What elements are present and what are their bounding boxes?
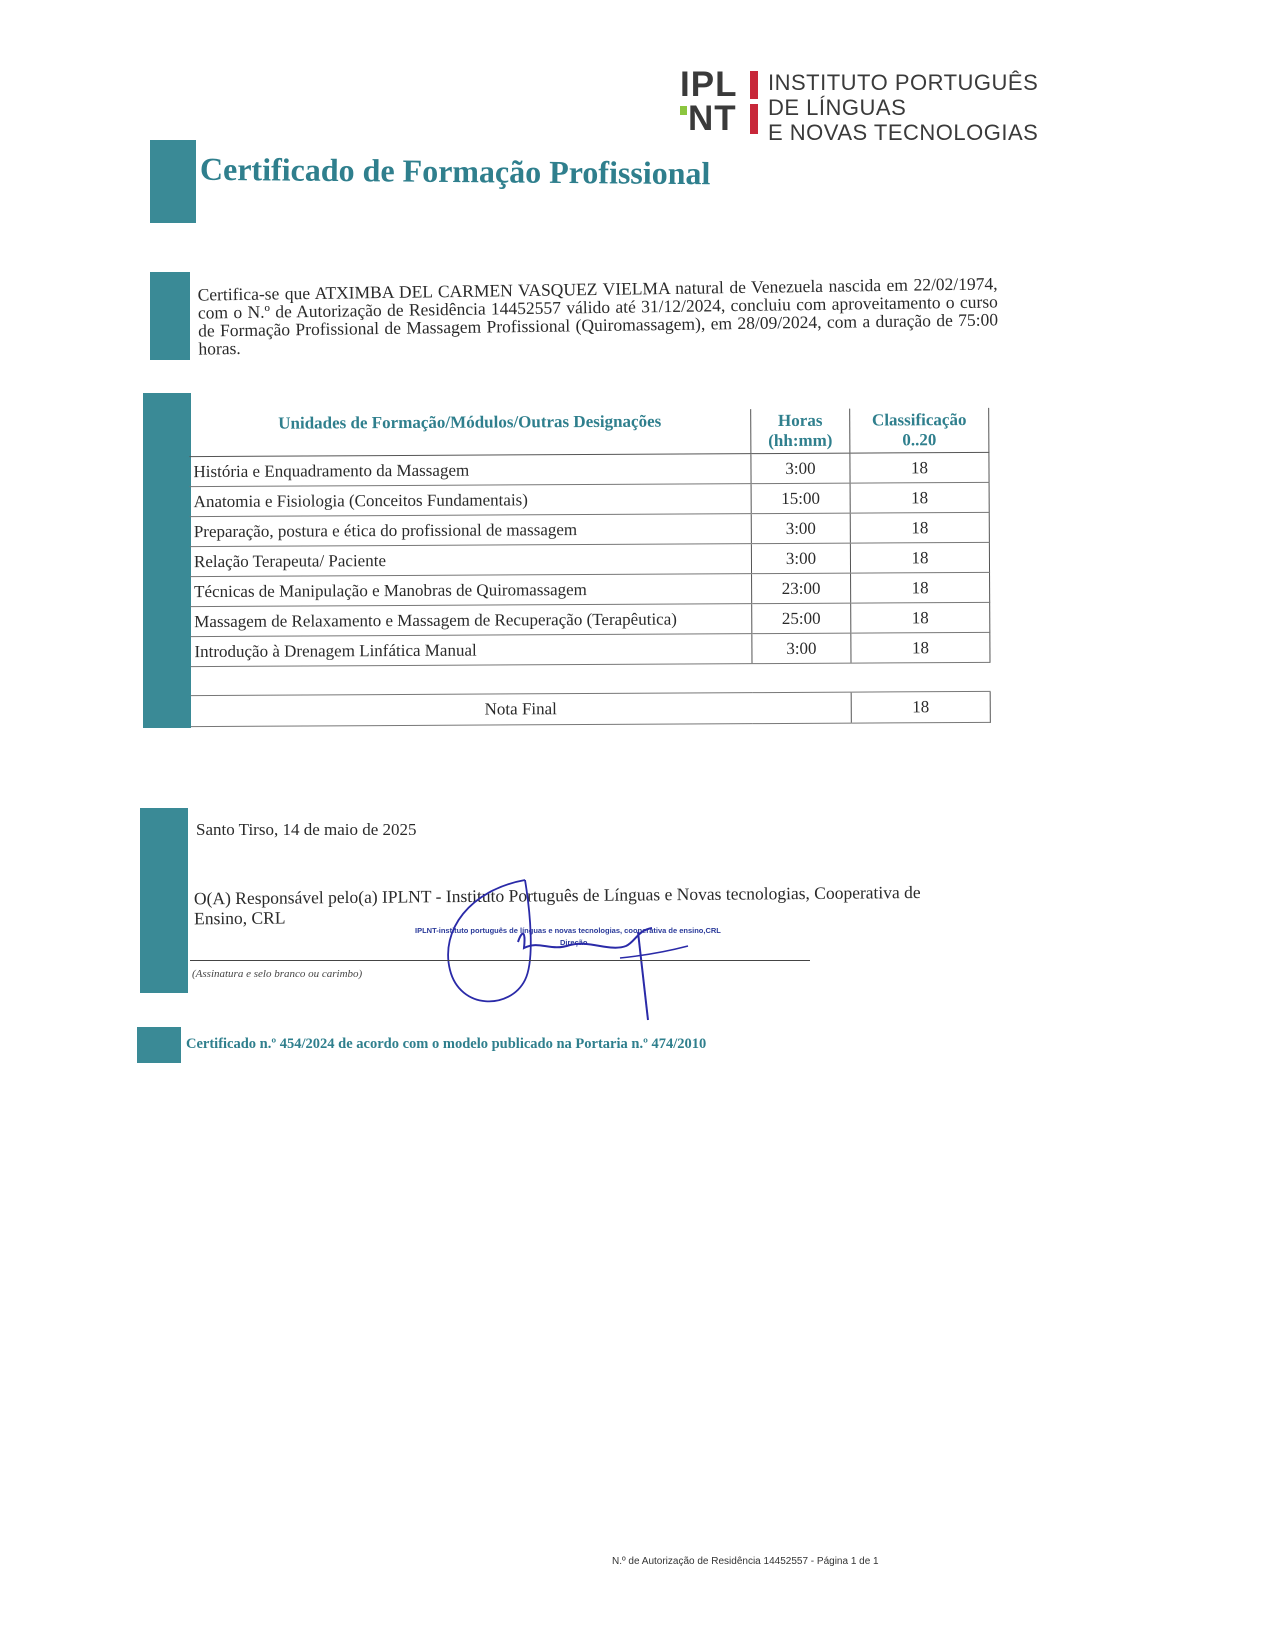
final-grade-label: Nota Final <box>191 692 852 726</box>
table-spacer-row <box>191 662 991 695</box>
table-row <box>189 452 989 486</box>
certificate-number-note: Certificado n.º 454/2024 de acordo com o modelo publicado na Portaria n.º 474/2010 <box>186 1036 707 1052</box>
certification-statement: Certifica-se que ATXIMBA DEL CARMEN VASQUEZ VIELMA natural de Venezuela nascida em 22/02/1974, com o N.º de Autorização de Residência 14452557 válido até 31/12/2024, concluiu com aproveitamento o curso de Formação Profissional de Massagem Profissional (Quiromassagem), em 28/09/2024, com a duração de 75:00 horas. <box>197 273 999 359</box>
final-grade-value: 18 <box>851 691 990 723</box>
module-hours: 3:00 <box>751 513 850 544</box>
module-hours: 3:00 <box>752 633 851 664</box>
module-name: Massagem de Relaxamento e Massagem de Recuperação (Terapêutica) <box>190 604 752 637</box>
spacer-cell <box>851 662 990 692</box>
module-grade: 18 <box>850 482 989 513</box>
signature-bar <box>140 808 188 993</box>
header-hours: Horas (hh:mm) <box>751 409 850 454</box>
table-row <box>190 512 990 546</box>
signature-tail <box>620 946 688 958</box>
module-grade: 18 <box>851 602 990 633</box>
intro-bar <box>150 272 190 360</box>
module-name: Relação Terapeuta/ Paciente <box>190 544 752 577</box>
table-bar <box>143 393 191 728</box>
table-row <box>190 542 990 576</box>
table-row <box>190 602 990 636</box>
table-row <box>190 632 990 666</box>
table-header-row <box>189 408 989 457</box>
module-grade: 18 <box>851 572 990 603</box>
signature-stroke <box>518 928 652 948</box>
logo-mark <box>680 65 738 138</box>
module-hours: 23:00 <box>752 573 851 604</box>
module-name: Preparação, postura e ética do profissional de massagem <box>190 514 752 547</box>
stamp-role: Direção <box>560 938 588 947</box>
module-grade: 18 <box>851 632 990 663</box>
title-bar <box>150 140 196 223</box>
final-grade-row <box>191 691 991 726</box>
module-hours: 15:00 <box>751 483 850 514</box>
logo-name-line3: E NOVAS TECNOLOGIAS <box>768 120 1039 145</box>
header-grade: Classificação 0..20 <box>850 408 989 453</box>
logo-name-line1: INSTITUTO PORTUGUÊS <box>768 70 1039 95</box>
handwritten-signature <box>430 870 710 1030</box>
institution-stamp: IPLNT-instituto português de línguas e novas tecnologias, cooperativa de ensino,CRL <box>415 926 721 935</box>
logo-red-stripe-bottom <box>750 104 758 134</box>
logo-mark-line2: NT <box>688 99 737 138</box>
module-hours: 25:00 <box>752 603 851 634</box>
certificate-title: Certificado de Formação Profissional <box>199 150 711 192</box>
modules-table <box>189 408 991 727</box>
module-name: Anatomia e Fisiologia (Conceitos Fundamentais) <box>190 484 752 517</box>
logo-name <box>768 70 1038 145</box>
logo-red-stripe-top <box>750 71 758 99</box>
logo-name-line2: DE LÍNGUAS <box>768 95 907 120</box>
signature-line <box>190 960 810 961</box>
module-grade: 18 <box>850 542 989 573</box>
module-name: Técnicas de Manipulação e Manobras de Quiromassagem <box>190 574 752 607</box>
module-name: Introdução à Drenagem Linfática Manual <box>190 634 752 667</box>
module-name: História e Enquadramento da Massagem <box>189 454 751 487</box>
signature-note: (Assinatura e selo branco ou carimbo) <box>192 968 363 980</box>
logo-green-dot <box>680 106 687 115</box>
module-grade: 18 <box>850 512 989 543</box>
responsible-statement: O(A) Responsável pelo(a) IPLNT - Instituto Português de Línguas e Novas tecnologias, Cooperativa de Ensino, CRL <box>193 882 921 929</box>
spacer-cell <box>191 664 753 696</box>
spacer-cell <box>752 663 851 693</box>
header-module: Unidades de Formação/Módulos/Outras Designações <box>189 409 751 456</box>
module-hours: 3:00 <box>751 453 850 484</box>
module-grade: 18 <box>850 452 989 483</box>
table-row <box>190 482 990 516</box>
signature-descender <box>638 932 648 1020</box>
institute-logo <box>680 65 1039 148</box>
page-footer: N.º de Autorização de Residência 14452557 - Página 1 de 1 <box>612 1556 879 1567</box>
logo-mark-line1: IPL <box>680 65 738 104</box>
place-date: Santo Tirso, 14 de maio de 2025 <box>196 820 417 839</box>
module-hours: 3:00 <box>751 543 850 574</box>
certificate-bar <box>137 1027 181 1063</box>
table-row <box>190 572 990 606</box>
